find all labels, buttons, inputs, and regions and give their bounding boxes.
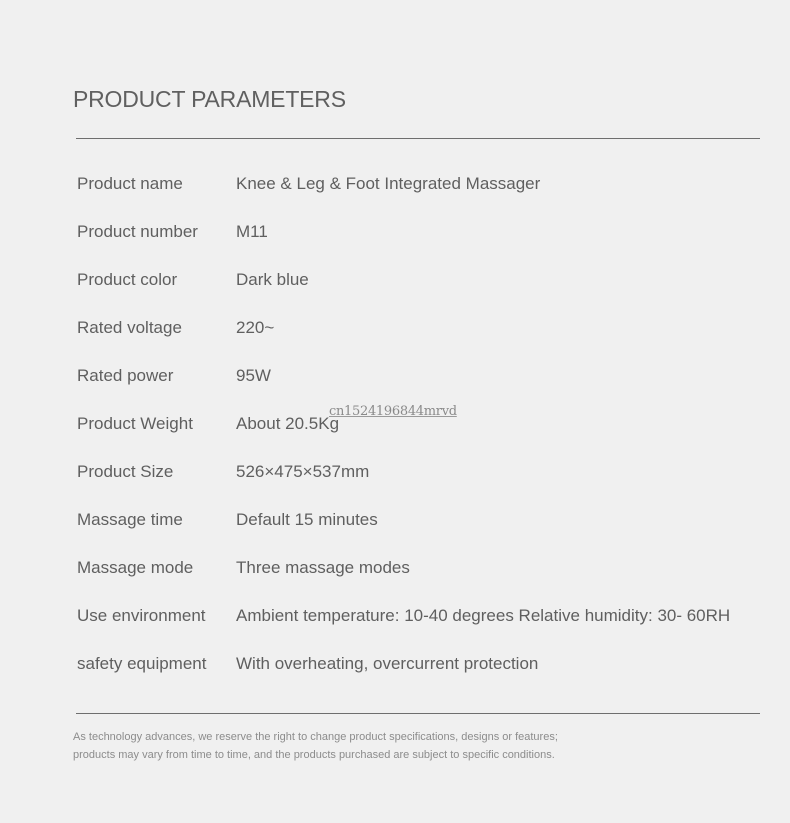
disclaimer-line: As technology advances, we reserve the right to change product specifications, designs or features; [73, 731, 558, 743]
param-value: 220~ [236, 318, 275, 337]
param-row-product-size [0, 449, 790, 497]
param-row-use-environment [0, 593, 790, 641]
param-row-massage-mode [0, 545, 790, 593]
param-value: About 20.5Kg [236, 414, 340, 433]
param-label: Use environment [77, 606, 206, 625]
param-row-product-color [0, 257, 790, 305]
param-label: Product name [77, 174, 183, 193]
param-value: M11 [236, 222, 268, 241]
param-value: Ambient temperature: 10-40 degrees Relative humidity: 30- 60RH [236, 606, 731, 625]
bottom-divider [76, 713, 760, 714]
param-label: Rated power [77, 366, 174, 385]
param-label: safety equipment [77, 654, 207, 673]
param-row-product-name [0, 161, 790, 209]
param-value: 95W [236, 366, 271, 385]
param-row-massage-time [0, 497, 790, 545]
param-label: Product color [77, 270, 178, 289]
disclaimer-line: products may vary from time to time, and the products purchased are subject to specific conditions. [73, 749, 555, 761]
param-value: Knee & Leg & Foot Integrated Massager [236, 174, 541, 193]
param-value: 526×475×537mm [236, 462, 370, 481]
top-divider [76, 138, 760, 139]
param-value: With overheating, overcurrent protection [236, 654, 539, 673]
param-value: Dark blue [236, 270, 309, 289]
param-value: Default 15 minutes [236, 510, 378, 529]
param-row-rated-voltage [0, 305, 790, 353]
param-row-safety-equipment [0, 641, 790, 689]
param-label: Massage mode [77, 558, 194, 577]
param-row-rated-power [0, 353, 790, 401]
page-title: PRODUCT PARAMETERS [73, 86, 346, 112]
param-label: Massage time [77, 510, 183, 529]
param-label: Product number [77, 222, 198, 241]
param-row-product-number [0, 209, 790, 257]
disclaimer [73, 728, 773, 764]
watermark-text: cn1524196844mrvd [329, 404, 457, 419]
param-label: Product Size [77, 462, 174, 481]
param-label: Rated voltage [77, 318, 182, 337]
param-label: Product Weight [77, 414, 193, 433]
param-value: Three massage modes [236, 558, 410, 577]
parameters-list [0, 161, 790, 689]
